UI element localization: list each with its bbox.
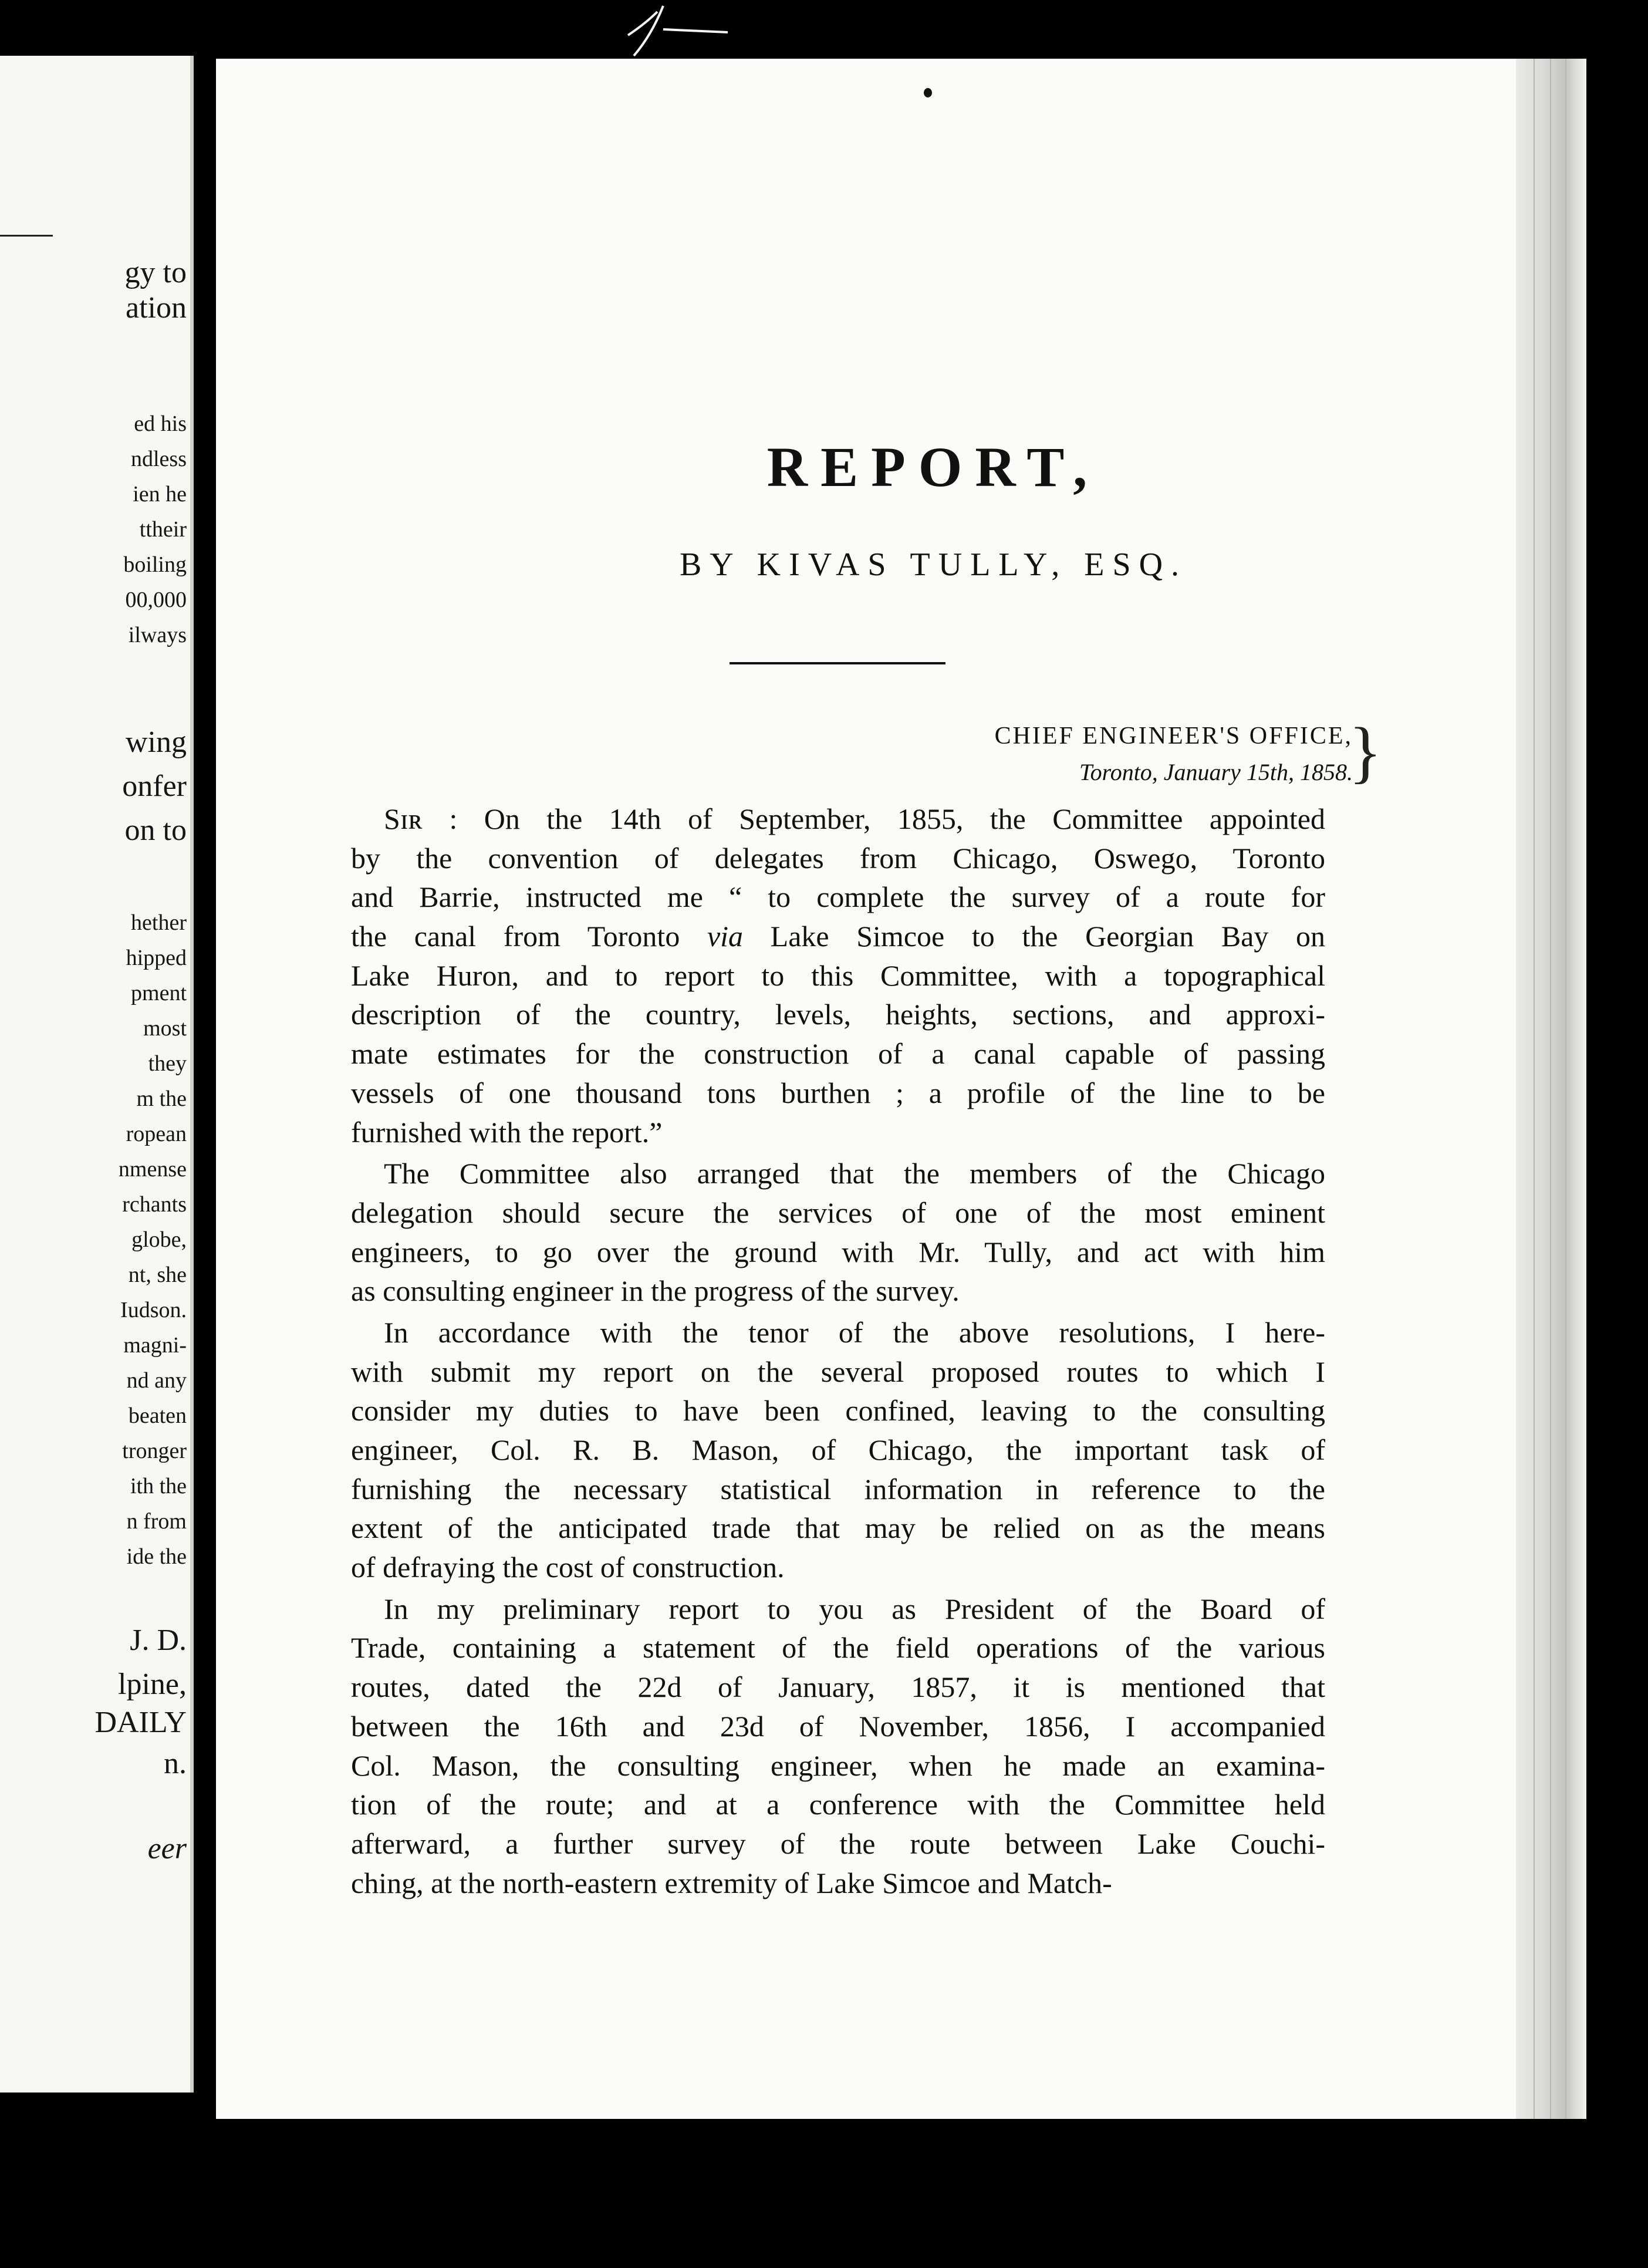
left-facing-page: [0, 56, 194, 2092]
edge-line: [1550, 59, 1551, 2119]
paragraph-line: In my preliminary report to you as President of the Board of: [384, 1592, 1325, 1625]
paragraph-line: engineers, to go over the ground with Mr. Tully, and act with him: [351, 1235, 1325, 1268]
left-page-line: eer: [147, 1832, 187, 1865]
paragraph-line: tion of the route; and at a conference with the Committee held: [351, 1788, 1325, 1821]
paragraph-line: vessels of one thousand tons burthen ; a profile of the line to be: [351, 1076, 1325, 1109]
office-heading: CHIEF ENGINEER'S OFFICE,: [994, 723, 1353, 750]
report-author: BY KIVAS TULLY, ESQ.: [679, 546, 1188, 583]
left-page-line: wing: [126, 725, 187, 759]
left-page-line: hipped: [126, 946, 187, 970]
report-page: [216, 59, 1586, 2119]
left-page-line: Iudson.: [120, 1298, 187, 1322]
left-page-line: they: [148, 1051, 187, 1076]
left-page-line: 00,000: [125, 588, 187, 612]
left-page-line: lpine,: [118, 1668, 187, 1701]
paragraph-line: furnished with the report.”: [351, 1115, 663, 1149]
paragraph-line: delegation should secure the services of one of the most eminent: [351, 1196, 1325, 1229]
paragraph-line: Trade, containing a statement of the field operations of the various: [351, 1631, 1325, 1665]
office-date: Toronto, January 15th, 1858.: [1079, 759, 1353, 785]
paragraph-line: The Committee also arranged that the members of the Chicago: [384, 1157, 1325, 1190]
left-page-line: on to: [124, 814, 187, 847]
paragraph-line: engineer, Col. R. B. Mason, of Chicago, the important task of: [351, 1433, 1325, 1466]
left-page-line: ropean: [126, 1122, 187, 1146]
paragraph-line: as consulting engineer in the progress of the survey.: [351, 1274, 960, 1308]
paragraph-line: consider my duties to have been confined, leaving to the consulting: [351, 1394, 1325, 1427]
paragraph-line: of defraying the cost of construction.: [351, 1551, 785, 1584]
paragraph-line: Col. Mason, the consulting engineer, when he made an examina-: [351, 1749, 1325, 1782]
edge-line: [1534, 59, 1535, 2119]
left-page-line: magni-: [123, 1333, 187, 1358]
paragraph-line: the canal from Toronto via Lake Simcoe to the Georgian Bay on: [351, 920, 1325, 953]
paragraph-line: routes, dated the 22d of January, 1857, it is mentioned that: [351, 1670, 1325, 1704]
left-page-line: DAILY: [94, 1706, 187, 1739]
left-page-rule: [0, 235, 53, 237]
left-page-line: pment: [131, 981, 187, 1005]
page-edge: [1516, 59, 1586, 2119]
brace-icon: }: [1349, 713, 1382, 790]
left-page-line: m the: [136, 1086, 187, 1111]
paragraph-line: Sɪʀ : On the 14th of September, 1855, the Committee appointed: [384, 802, 1325, 835]
left-page-line: ilways: [128, 623, 187, 647]
paragraph-line: with submit my report on the several proposed routes to which I: [351, 1355, 1325, 1388]
left-page-line: n from: [126, 1509, 187, 1534]
paragraph-line: description of the country, levels, heights, sections, and approxi-: [351, 998, 1325, 1031]
paragraph-gap: [351, 1902, 1325, 1905]
left-page-line: ith the: [130, 1474, 187, 1499]
left-page-line: ide the: [126, 1544, 187, 1569]
paragraph-line: afterward, a further survey of the route between Lake Couchi-: [351, 1827, 1325, 1860]
left-page-line: beaten: [128, 1403, 187, 1428]
left-page-line: J. D.: [130, 1624, 187, 1657]
paragraph-line: Lake Huron, and to report to this Committee, with a topographical: [351, 959, 1325, 992]
edge-line: [1565, 59, 1566, 2119]
paragraph-line: furnishing the necessary statistical information in reference to the: [351, 1472, 1325, 1506]
paragraph-line: In accordance with the tenor of the above resolutions, I here-: [384, 1315, 1325, 1349]
left-page-line: globe,: [131, 1227, 187, 1252]
left-page-line: tronger: [122, 1439, 187, 1463]
paragraph-line: by the convention of delegates from Chicago, Oswego, Toronto: [351, 841, 1325, 875]
left-page-line: hether: [131, 910, 187, 935]
paragraph-line: ching, at the north-eastern extremity of Lake Simcoe and Match-: [351, 1866, 1112, 1899]
left-page-line: ien he: [133, 482, 187, 507]
left-page-line: nmense: [118, 1157, 187, 1182]
paragraph-line: and Barrie, instructed me “ to complete the survey of a route for: [351, 880, 1325, 914]
pen-mark-icon: [593, 0, 745, 65]
paragraph-line: mate estimates for the construction of a canal capable of passing: [351, 1037, 1325, 1071]
page-gutter: [190, 56, 194, 2092]
report-title: REPORT,: [766, 436, 1100, 498]
left-page-line: most: [143, 1016, 187, 1041]
report-body: [351, 799, 1325, 1905]
left-page-line: n.: [164, 1747, 187, 1780]
title-divider: [730, 662, 945, 664]
ink-dot: [924, 88, 932, 97]
left-page-line: ttheir: [139, 517, 187, 542]
left-page-line: boiling: [123, 552, 187, 577]
left-page-line: ation: [126, 291, 187, 325]
left-page-line: onfer: [122, 770, 187, 803]
paragraph-line: extent of the anticipated trade that may be relied on as the means: [351, 1511, 1325, 1545]
left-page-line: ed his: [134, 411, 187, 436]
left-page-line: gy to: [124, 256, 187, 289]
left-page-line: nd any: [126, 1368, 187, 1393]
left-page-line: rchants: [122, 1192, 187, 1217]
paragraph-line: between the 16th and 23d of November, 1856, I accompanied: [351, 1709, 1325, 1743]
left-page-line: ndless: [131, 447, 187, 471]
left-page-line: nt, she: [128, 1263, 187, 1287]
